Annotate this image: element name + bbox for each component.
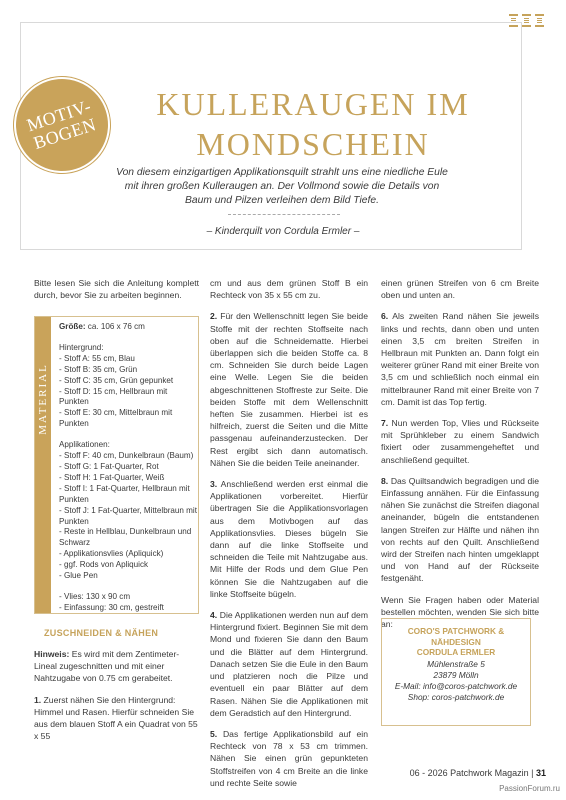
material-box <box>34 316 199 614</box>
column-1-lower <box>34 648 199 751</box>
contact-address: Mühlenstraße 5 23879 Mölln E-Mail: info@coros-patchwork.de Shop: coros-patchwork.de <box>394 658 518 703</box>
step-3: 3. Anschließend werden erst einmal die Applikationen vorbereitet. Hierfür übertragen Sie die Applikationsvorlagen aus dem Motivbogen auf das Applikationsvlies. Dieses bügeln Sie dann auf die linke Stoffseite und schneiden die Teile mit Nahtzugabe aus. Mit Hilfe der Rods und dem Glue Pen können Sie die Nahtzugaben auf die linke Stoffseite bügeln. <box>210 479 368 599</box>
page-footer <box>410 768 546 778</box>
byline: – Kinderquilt von Cordula Ermler – <box>206 226 360 237</box>
step-1: 1. Zuerst nähen Sie den Hintergrund: Himmel und Rasen. Hierfür schneiden Sie aus dem blauen Stoff A ein Quadrat von 55 x 55 <box>34 694 198 742</box>
material-list <box>59 322 197 614</box>
spool-icon <box>522 14 531 27</box>
contact-box <box>381 618 531 726</box>
divider <box>228 214 340 215</box>
step-1-continued: cm und aus dem grünen Stoff B ein Rechteck von 35 x 55 cm zu. <box>210 278 368 301</box>
step-6: 6. Als zweiten Rand nähen Sie jeweils links und rechts, dann oben und unten einen 3,5 cm breiten Streifen in Hellbraun mit Punkten an. Dann folgt ein weiterer grüner Rand mit einer Breite von 3,5 cm und schließlich noch einmal ein mittelbrauner Rand mit einer Breite von 7 cm. Damit ist das Top fertig. <box>381 311 539 407</box>
spool-icon <box>535 14 544 27</box>
page-number: 31 <box>535 768 546 778</box>
questions-text: Wenn Sie Fragen haben oder Material bestellen möchten, wenden Sie sich bitte an: <box>381 594 539 630</box>
material-tab <box>35 317 51 613</box>
page-title: KULLERAUGEN IM MONDSCHEIN <box>156 86 470 162</box>
badge-label: MOTIV- BOGEN <box>24 95 99 154</box>
step-5: 5. Das fertige Applikationsbild auf ein Rechteck von 78 x 53 cm trimmen. Nähen Sie einen grün gepunkteten Stoffstreifen von 4 cm Breite an die linke und rechte Seite sowie <box>210 728 368 788</box>
step-4: 4. Die Applikationen werden nun auf dem Hintergrund fixiert. Beginnen Sie mit dem Mond und fixieren Sie dann den Baum und die Blätter auf dem Hintergrund. Danach setzen Sie die Eule in den Baum und platzieren noch die Pilze und eventuell ein paar Blätter auf dem Rasen. Nähen Sie die Applikationen mit dem Geradstich auf den Hintergrund. <box>210 610 368 718</box>
step-8: 8. Das Quiltsandwich begradigen und die Einfassung annähen. Für die Einfassung nähen Sie zunächst die Streifen diagonal aneinander, bügeln die entstandenen langen Streifen zur Hälfte und nähen ihn von rechts auf den Quilt. Anschließend wird der Streifen nach hinten umgeklappt und von Hand auf der Rückseite festgenäht. <box>381 475 539 584</box>
column-1 <box>34 277 199 310</box>
column-3 <box>381 277 539 639</box>
watermark: PassionForum.ru <box>499 784 560 793</box>
intro-text: Von diesem einzigartigen Applikationsquilt strahlt uns eine niedliche Eule mit ihren großen Kulleraugen an. Der Vollmond sowie die Details von Baum und Pilzen verleihen dem Bild Tiefe. <box>116 167 448 206</box>
step-5-continued: einen grünen Streifen von 6 cm Breite oben und unten an. <box>381 278 539 301</box>
material-tab-label: MATERIAL <box>37 363 49 435</box>
step-7: 7. Nun werden Top, Vlies und Rückseite mit Sprühkleber zu einem Sandwich fixiert oder zusammengeheftet und anschließend gequiltet. <box>381 418 539 465</box>
intro-instruction: Bitte lesen Sie sich die Anleitung komplett durch, bevor Sie zu arbeiten beginnen. <box>34 278 199 301</box>
background-fabrics: Hintergrund: - Stoff A: 55 cm, Blau - Stoff B: 35 cm, Grün - Stoff C: 35 cm, Grün gepunket - Stoff D: 15 cm, Hellbraun mit Punkten - Stoff E: 30 cm, Mittelbraun mit Punkten <box>59 342 174 429</box>
size-value: ca. 106 x 76 cm <box>85 322 145 331</box>
batting-binding: - Vlies: 130 x 90 cm - Einfassung: 30 cm, gestreift <box>59 591 164 612</box>
footer-issue: 06 - 2026 Patchwork Magazin | <box>409 768 536 778</box>
step-2: 2. Für den Wellenschnitt legen Sie beide Stoffe mit der rechten Stoffseite nach oben auf die Schneidematte. Hierbei überlappen sich die beiden Stoffe ca. 8 cm. Schneiden Sie durch beide Lagen eine Welle. Legen Sie die beiden abgeschnittenen Stoffreste zur Seite. Die beiden Stoffe mit dem Wellenschnitt heften Sie zusammen. Hierbei ist es hilfreich, zuerst die Seiten und die Mitte passgenau aufeinanderzustecken. Der Rest ergibt sich dann automatisch. Nähen Sie die beiden Teile aneinander. <box>210 311 368 468</box>
hint-paragraph: Hinweis: Es wird mit dem Zentimeter-Lineal zugeschnitten und mit einer Nahtzugabe von 0.75 cm gerabeitet. <box>34 649 180 684</box>
hint-label: Hinweis: <box>34 649 70 659</box>
column-2 <box>210 277 368 798</box>
contact-title: CORO'S PATCHWORK & NÄHDESIGN CORDULA ERMLER <box>407 626 505 657</box>
section-heading: ZUSCHNEIDEN & NÄHEN <box>44 628 159 638</box>
applique-materials: Applikationen: - Stoff F: 40 cm, Dunkelbraun (Baum) - Stoff G: 1 Fat-Quarter, Rot - Stoff H: 1 Fat-Quarter, Weiß - Stoff I: 1 Fat-Quarter, Hellbraun mit Punkten - Stoff J: 1 Fat-Quarter, Mittelbraun mit Punkten - Reste in Hellblau, Dunkelbraun und Schwarz - Applikationsvlies (Apliquick) - ggf. Rods von Apliquick - Glue Pen <box>59 440 197 581</box>
size-label: Größe: <box>59 322 86 331</box>
